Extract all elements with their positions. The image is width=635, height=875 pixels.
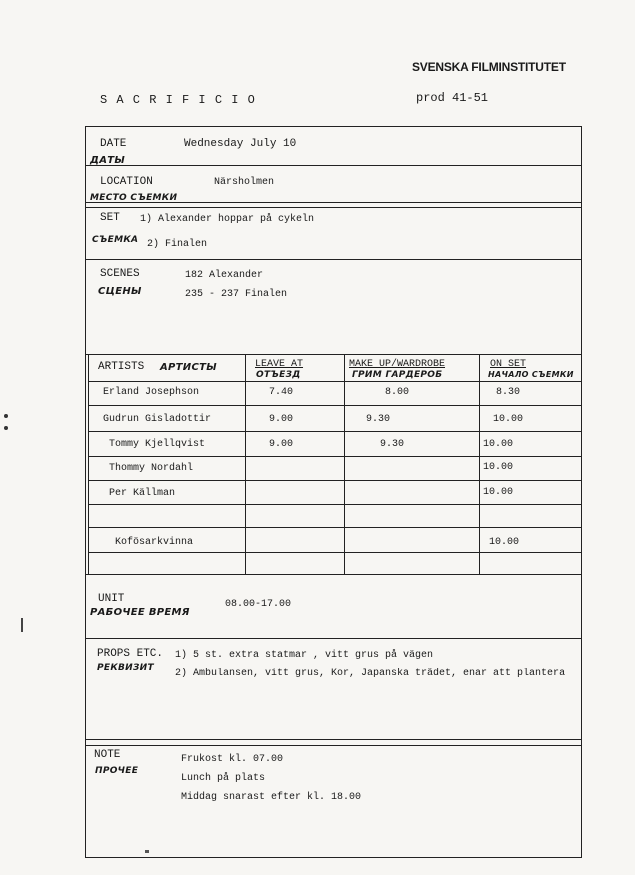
divider (85, 745, 582, 746)
scene-item: 235 - 237 Finalen (185, 289, 288, 300)
onset-time-cell: 10.00 (493, 414, 524, 425)
date-value: Wednesday July 10 (184, 138, 297, 150)
artist-name-cell: Erland Josephson (103, 387, 200, 398)
artist-name-cell: Per Källman (109, 488, 176, 499)
production-title: S A C R I F I C I O (100, 93, 256, 107)
frame-bottom-border (85, 857, 582, 858)
unit-label: UNIT (98, 593, 125, 605)
set-label-russian: СЪЕМКА (92, 235, 139, 245)
location-label-russian: МЕСТО СЪЕМКИ (90, 193, 178, 203)
artist-name-cell: Thommy Nordahl (109, 463, 194, 474)
table-rule (88, 552, 582, 553)
makeup-time-cell: 9.30 (366, 414, 391, 425)
onset-time-cell: 10.00 (483, 462, 514, 473)
note-item: Lunch på plats (181, 773, 266, 784)
scan-speck (4, 426, 8, 430)
frame-top-border (85, 126, 582, 127)
onset-time-cell: 8.30 (496, 387, 521, 398)
column-header-artists: ARTISTS (98, 361, 145, 373)
table-rule (88, 405, 582, 406)
table-rule (88, 354, 89, 574)
scan-speck (4, 414, 8, 418)
makeup-time-cell: 8.00 (385, 387, 410, 398)
scene-item: 182 Alexander (185, 270, 264, 281)
table-rule (245, 354, 246, 574)
artist-name-cell: Tommy Kjellqvist (109, 439, 206, 450)
column-header-onset-russian: НАЧАЛО СЪЕМКИ (488, 370, 574, 379)
scenes-label-russian: СЦЕНЫ (98, 286, 142, 297)
note-item: Frukost kl. 07.00 (181, 754, 284, 765)
column-header-artists-russian: АРТИСТЫ (160, 362, 217, 373)
divider (85, 739, 582, 740)
divider (85, 354, 582, 355)
scenes-label: SCENES (100, 268, 140, 280)
divider (85, 165, 582, 166)
table-rule (88, 381, 582, 382)
column-header-leave-russian: ОТЪЕЗД (256, 370, 301, 380)
table-rule (479, 354, 480, 574)
props-item: 2) Ambulansen, vitt grus, Kor, Japanska trädet, enar att plantera (175, 668, 566, 679)
props-label-russian: РЕКВИЗИТ (97, 663, 154, 673)
set-item: 2) Finalen (147, 239, 208, 250)
divider (85, 574, 582, 575)
set-item: 1) Alexander hoppar på cykeln (140, 214, 315, 225)
artist-name-cell: Kofösarkvinna (115, 537, 194, 548)
table-rule (344, 354, 345, 574)
table-rule (88, 431, 582, 432)
leave-time-cell: 9.00 (269, 414, 294, 425)
props-item: 1) 5 st. extra statmar , vitt grus på vägen (175, 650, 434, 661)
leave-time-cell: 9.00 (269, 439, 294, 450)
location-label: LOCATION (100, 176, 153, 188)
table-rule (88, 527, 582, 528)
column-header-makeup-russian: ГРИМ ГАРДЕРОБ (352, 370, 443, 380)
column-header-makeup: MAKE UP/WARDROBE (349, 359, 446, 370)
scan-speck (145, 850, 149, 853)
note-item: Middag snarast efter kl. 18.00 (181, 792, 362, 803)
note-label: NOTE (94, 749, 121, 761)
location-value: Närsholmen (214, 177, 275, 188)
makeup-time-cell: 9.30 (380, 439, 405, 450)
production-number: prod 41-51 (416, 91, 489, 105)
props-label: PROPS ETC. (97, 648, 164, 660)
set-label: SET (100, 212, 120, 224)
frame-right-border (581, 126, 582, 858)
onset-time-cell: 10.00 (489, 537, 520, 548)
column-header-leave: LEAVE AT (255, 359, 304, 370)
table-rule (88, 504, 582, 505)
leave-time-cell: 7.40 (269, 387, 294, 398)
frame-left-border (85, 126, 86, 858)
note-label-russian: ПРОЧЕЕ (95, 766, 139, 776)
onset-time-cell: 10.00 (483, 439, 514, 450)
unit-label-russian: РАБОЧЕЕ ВРЕМЯ (90, 607, 190, 618)
artist-name-cell: Gudrun Gisladottir (103, 414, 212, 425)
divider (85, 259, 582, 260)
scan-speck (21, 618, 23, 632)
divider (85, 638, 582, 639)
date-label: DATE (100, 138, 127, 150)
date-label-russian: ДАТЫ (90, 155, 126, 166)
unit-value: 08.00-17.00 (225, 599, 292, 610)
table-rule (88, 456, 582, 457)
table-rule (88, 480, 582, 481)
institute-name: SVENSKA FILMINSTITUTET (412, 60, 566, 74)
divider (85, 207, 582, 208)
column-header-onset: ON SET (490, 359, 527, 370)
onset-time-cell: 10.00 (483, 487, 514, 498)
